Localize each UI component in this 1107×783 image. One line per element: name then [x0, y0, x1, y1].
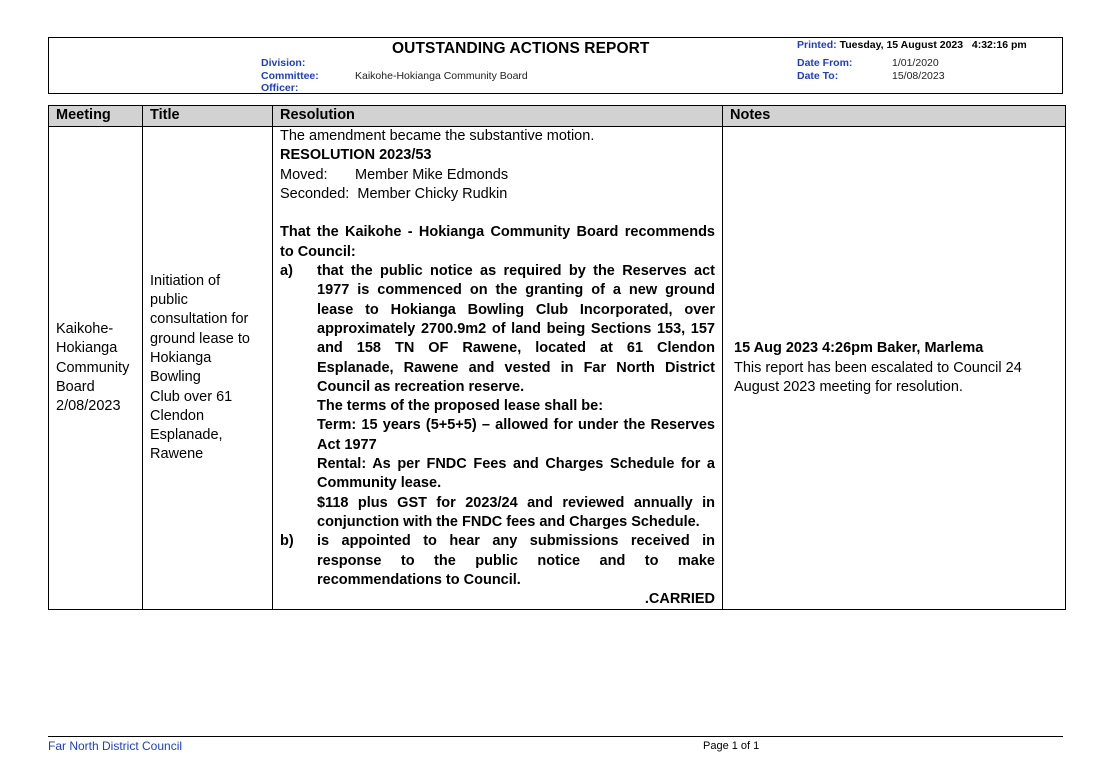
- col-header-meeting: Meeting: [49, 106, 143, 127]
- footer-page-number: Page 1 of 1: [703, 740, 760, 752]
- printed-value: Tuesday, 15 August 2023 4:32:16 pm: [839, 39, 1027, 51]
- printed-label: Printed:: [797, 39, 837, 51]
- table-row: [49, 127, 1066, 610]
- clause-b-marker: b): [280, 533, 294, 550]
- title-line: Rawene: [150, 446, 204, 463]
- title-line: Hokianga Bowling: [150, 349, 212, 386]
- lease-term: Term: 15 years (5+5+5) – allowed for under the Reserves Act 1977: [317, 417, 715, 453]
- seconded-line: Seconded: Member Chicky Rudkin: [280, 185, 508, 202]
- lease-fee: $118 plus GST for 2023/24 and reviewed annually in conjunction with the FNDC fees and Charges Schedule.: [317, 494, 715, 530]
- title-line: Clendon: [150, 407, 205, 424]
- spacer: [280, 204, 715, 223]
- note-line: August 2023 meeting for resolution.: [734, 378, 963, 395]
- title-line: Esplanade,: [150, 427, 223, 444]
- terms-heading: The terms of the proposed lease shall be:: [317, 398, 604, 415]
- moved-value: Member Mike Edmonds: [355, 166, 509, 183]
- moved-line: [280, 166, 715, 185]
- report-title: OUTSTANDING ACTIONS REPORT: [392, 40, 650, 57]
- printed-timestamp: [797, 39, 1027, 51]
- note-line: This report has been escalated to Council 24: [734, 359, 1022, 376]
- title-line: consultation for: [150, 311, 249, 328]
- officer-label: Officer:: [261, 82, 299, 94]
- meeting-line: Kaikohe-: [56, 320, 114, 337]
- meeting-cell: [49, 127, 143, 610]
- recommend-text: That the Kaikohe - Hokianga Community Board recommends to Council:: [280, 224, 715, 260]
- clause-a-marker: a): [280, 263, 293, 280]
- meeting-line: Hokianga: [56, 340, 118, 357]
- lease-rental: Rental: As per FNDC Fees and Charges Schedule for a Community lease.: [317, 456, 715, 492]
- meeting-line: Board: [56, 378, 95, 395]
- moved-label: Moved:: [280, 166, 328, 183]
- footer-organisation: Far North District Council: [48, 739, 183, 753]
- table-header-row: [49, 106, 1066, 127]
- col-header-title: Title: [143, 106, 273, 127]
- title-cell: [143, 127, 273, 610]
- note-heading: 15 Aug 2023 4:26pm Baker, Marlema: [734, 340, 984, 357]
- title-line: Initiation of: [150, 272, 221, 289]
- committee-value: Kaikohe-Hokianga Community Board: [355, 70, 528, 82]
- title-line: public: [150, 292, 188, 309]
- title-line: ground lease to: [150, 330, 250, 347]
- resolution-cell: [273, 127, 723, 610]
- date-to-value: 15/08/2023: [892, 69, 945, 82]
- meeting-date: 2/08/2023: [56, 398, 121, 415]
- notes-cell: [723, 127, 1066, 610]
- resolution-number: RESOLUTION 2023/53: [280, 147, 432, 164]
- date-to-label: Date To:: [797, 69, 839, 82]
- footer-divider: [48, 736, 1063, 737]
- report-header: [48, 37, 1063, 94]
- clause-a-text: that the public notice as required by the Reserves act 1977 is commenced on the granting of a new ground lease to Hokianga Bowling Club Incorporated, over approximately 2700.9m2 of land being Sections 153, 157 and 158 TN OF Rawene, located at 61 Clendon Esplanade, Rawene and vested in Far North District Council as recreation reserve.: [317, 263, 715, 395]
- clause-b: [280, 532, 715, 590]
- actions-table: [48, 105, 1066, 610]
- col-header-resolution: Resolution: [273, 106, 723, 127]
- col-header-notes: Notes: [723, 106, 1066, 127]
- carried-status: .CARRIED: [644, 591, 715, 608]
- date-from-label: Date From:: [797, 57, 853, 69]
- date-from-value: 1/01/2020: [892, 57, 939, 69]
- title-line: Club over 61: [150, 388, 233, 405]
- clause-b-text: is appointed to hear any submissions received in response to the public notice and to make recommendations to Council.: [317, 533, 715, 588]
- committee-label: Committee:: [261, 69, 319, 82]
- meeting-line: Community: [56, 359, 130, 376]
- division-label: Division:: [261, 57, 306, 69]
- clause-a: [280, 262, 715, 397]
- resolution-intro: The amendment became the substantive motion.: [280, 128, 595, 144]
